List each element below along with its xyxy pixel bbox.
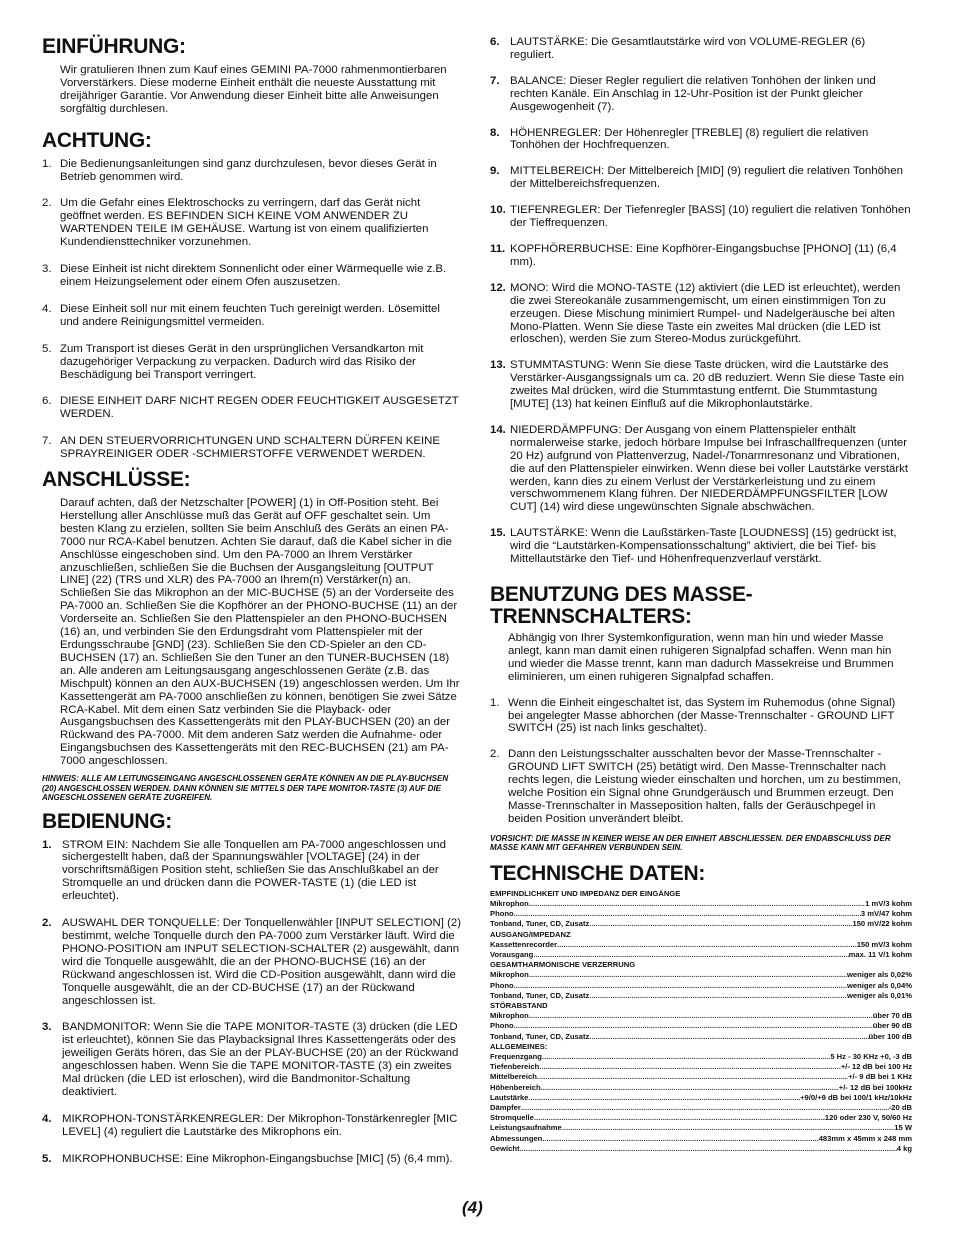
item-text: MITTELBEREICH: Der Mittelbereich [MID] (9) reguliert die relativen Tonhöhen der Mittelbereichsfrequenzen. (510, 165, 903, 191)
item-number: 2. (490, 748, 500, 761)
item-text: DIESE EINHEIT DARF NICHT REGEN ODER FEUCHTIGKEIT AUSGESETZT WERDEN. (60, 395, 459, 421)
spec-value: 15 W (894, 1123, 912, 1133)
item-text: TIEFENREGLER: Der Tiefenregler [BASS] (10) reguliert die relativen Tonhöhen der Tieffrequenzen. (510, 204, 911, 230)
spec-section-heading: EMPFINDLICHKEIT UND IMPEDANZ DER EINGÄNGE (490, 888, 681, 898)
spec-label: Mittelbereich (490, 1072, 537, 1082)
leader-dots (529, 1011, 873, 1021)
item-text: HÖHENREGLER: Der Höhenregler [TREBLE] (8) reguliert die relativen Tonhöhen der Hochfrequenzen. (510, 126, 869, 152)
spec-row (490, 1144, 912, 1154)
leader-dots (589, 1032, 868, 1042)
spec-section-heading: GESAMTHARMONISCHE VERZERRUNG (490, 960, 636, 970)
spec-row (490, 940, 912, 950)
bedienung-heading: BEDIENUNG: (42, 809, 173, 833)
spec-label: Gewicht (490, 1143, 520, 1153)
spec-row (490, 1062, 912, 1072)
item-number: 1. (42, 157, 52, 170)
spec-value: +/- 9 dB bei 1 KHz (848, 1072, 912, 1082)
masse-heading: BENUTZUNG DES MASSE-TRENNSCHALTERS: (490, 583, 753, 628)
list-item (42, 435, 462, 461)
item-number: 6. (490, 36, 500, 48)
spec-label: Leistungsaufnahme (490, 1123, 562, 1133)
item-number: 5. (42, 1152, 52, 1165)
list-item (490, 282, 912, 347)
spec-value: über 100 dB (868, 1031, 912, 1041)
list-item (490, 424, 912, 514)
leader-dots (537, 1072, 848, 1082)
spec-label: Mikrophon (490, 898, 529, 908)
leader-dots (514, 1021, 873, 1031)
item-text: LAUTSTÄRKE: Die Gesamtlautstärke wird von VOLUME-REGLER (6) reguliert. (510, 36, 866, 61)
spec-label: Phono (490, 1021, 514, 1031)
list-item (490, 165, 912, 191)
spec-label: Kassettenrecorder (490, 939, 558, 949)
spec-label: Phono (490, 909, 514, 919)
list-item (42, 343, 462, 382)
spec-row (490, 1072, 912, 1082)
item-text: NIEDERDÄMPFUNG: Der Ausgang von einem Plattenspieler enthält normalerweise starke, jedoch hörbare Impulse bei Infraschallfrequenzen (unter 20 Hz) aufgrund von Plattenverzug, Nadel-/Tonarmresonanz und Vibrationen, die auf den Plattenspieler einwirken. Wenn diese bei voller Lautstärke verstärkt werden, kann dies zu einem Verlust der Verstärkerleistung und zu einem verschwommenem Klang führen. Der NIEDERDÄMPFUNGSFILTER [LOW CUT] (14) wird diese ungewünschten Signale abschwächen. (510, 423, 909, 514)
item-number: 1. (490, 696, 500, 709)
spec-label: Tonband, Tuner, CD, Zusatz (490, 919, 590, 929)
list-item (490, 36, 912, 62)
item-text: Zum Transport ist dieses Gerät in den ursprünglichen Versandkarton mit dazugehöriger Verpackung zu verpacken. Dadurch wird das Risiko der Beschädigung bei Transport verringert. (60, 342, 424, 381)
list-item (490, 243, 912, 269)
vorsicht-note: VORSICHT: DIE MASSE IN KEINER WEISE AN DER EINHEIT ABSCHLIESSEN. DER ENDABSCHLUSS DER MASSE KANN MIT GEFAHREN VERBUNDEN SEIN. (490, 833, 891, 853)
item-number: 3. (42, 263, 52, 276)
anschluesse-text: Darauf achten, daß der Netzschalter [POWER] (1) in Off-Position steht. Bei Herstellung aller Anschlüsse muß das Gerät auf OFF geschaltet sein. Um besten Klang zu erzielen, sollten Sie beim Anschluß des Geräts an einen PA-7000 nur RCA-Kabel benutzen. Achten Sie darauf, daß die Kabel sicher in die Anschlüsse eingeschoben sind. Um den PA-7000 an Ihrem Verstärker anzuschließen, schließen Sie die Buchsen der Ausgangsleitung [OUTPUT LINE] (22) (TRS und XLR) des PA-7000 an Ihrem(n) Verstärker(n) an. Schließen Sie das Mikrophon an der MIC-BUCHSE (5) an der Vorderseite des PA-7000 an. Schließen Sie die Kopfhörer an der PHONO-BUCHSE (11) an der Vorderseite an. Schließen Sie den Plattenspieler an den PHONO-BUCHSEN (16) an, und verbinden Sie den Erdungsdraht vom Plattenspieler mit der Erdungsschraube [GND] (23). Schließen Sie den CD-Spieler an den CD-BUCHSEN (17) an. Schließen Sie den Tuner an den TUNER-BUCHSEN (18) an. Alle anderen am Leitungsausgang angeschlossenen Geräte (z.B. das Mischpult) können an den AUX-BUCHSEN (19) angeschlossen werden. Um Ihr Kassettengerät am PA-7000 anschließen zu können, benötigen Sie zwei Sätze RCA-Kabel. Mit dem einen Satz verbinden Sie die Playback- oder Ausgangsbuchsen des Kassettengeräts mit den PLAY-BUCHSEN (20) an der Rückwand des PA-7000. Mit dem anderen Satz werden die Aufnahme- oder Eingangsbuchsen des Kassettengeräts mit den REC-BUCHSEN (21) am PA-7000 angeschlossen. (60, 497, 460, 768)
spec-value: +/- 12 dB bei 100 Hz (840, 1062, 912, 1072)
item-number: 2. (42, 917, 52, 930)
list-item (42, 917, 462, 1007)
spec-label: Höhenbereich (490, 1082, 541, 1092)
leader-dots (533, 950, 848, 960)
spec-row (490, 970, 912, 980)
spec-row (490, 991, 912, 1001)
item-number: 11. (490, 242, 506, 255)
spec-section-heading: ALLGEMEINES: (490, 1041, 548, 1051)
leader-dots (589, 919, 852, 929)
item-text: STUMMTASTUNG: Wenn Sie diese Taste drücken, wird die Lautstärke des Verstärker-Ausgangssignals um ca. 20 dB reduziert. Wenn Sie diese Taste ein zweites Mal drücken, wird die Stummtastung entfernt. Die Stummtastung [MUTE] (13) hat keinen Einfluß auf die Mikrophonlautstärke. (510, 359, 905, 411)
list-item (42, 395, 462, 421)
spec-label: Lautstärke (490, 1092, 529, 1102)
item-text: Dann den Leistungsschalter ausschalten bevor der Masse-Trennschalter - GROUND LIFT SWITCH (25) betätigt wird. Den Masse-Trennschalter nach rechts legen, die Leistung wieder einschalten und horchen, um zu bestimmen, welche Position ein Signal ohne Grundgeräusch und Brummen erzeugt. Den Masse-Trennschalter in Masseposition halten, falls der Geräuschpegel in beiden Position unverändert bleibt. (508, 748, 902, 825)
operation-list (490, 36, 912, 566)
spec-value: über 90 dB (872, 1021, 912, 1031)
spec-row (490, 899, 912, 909)
item-number: 14. (490, 423, 506, 436)
list-item (42, 1021, 462, 1098)
spec-label: Tiefenbereich (490, 1062, 540, 1072)
spec-value: 1 mV/3 kohm (865, 898, 912, 908)
spec-value: 150 mV/22 kohm (852, 919, 912, 929)
left-column (42, 36, 462, 1166)
item-text: AUSWAHL DER TONQUELLE: Der Tonquellenwähler [INPUT SELECTION] (2) bestimmt, welche Tonquelle durch den PA-7000 zum Verstärker läuft. Wird die PHONO-POSITION am INPUT SELECTION-SCHALTER (2) ausgewählt, dann wird die Tonquelle ausgewählt, die an der PHONO-BUCHSE (16) an der Rückwand angeschlossen ist. Wird die CD-Position ausgewählt, dann wird die Tonquelle ausgewählt, die an der CD-BUCHSE (17) an der Rückwand angeschlossen ist. (62, 917, 462, 1007)
spec-value: 5 Hz - 30 KHz +0, -3 dB (830, 1052, 912, 1062)
leader-dots (562, 1123, 895, 1133)
spec-value: 4 kg (896, 1143, 912, 1153)
spec-row (490, 950, 912, 960)
item-text: BALANCE: Dieser Regler reguliert die relativen Tonhöhen der linken und rechten Kanäle. Ein Anschlag in 12-Uhr-Position ist der Punkt gleicher Ausgewogenheit (7). (510, 74, 876, 113)
spec-label: Tonband, Tuner, CD, Zusatz (490, 1031, 590, 1041)
hinweis-note: HINWEIS: ALLE AM LEITUNGSEINGANG ANGESCHLOSSENEN GERÄTE KÖNNEN AN DIE PLAY-BUCHSEN (20) ANGESCHLOSSEN WERDEN. DANN KÖNNEN SIE MITTELS DER TAPE MONITOR-TASTE (3) AUF DIE ANGESCHLOSSENEN GERÄTE ZUGREIFEN. (42, 774, 449, 803)
spec-row (490, 981, 912, 991)
spec-label: Stromquelle (490, 1113, 534, 1123)
item-text: KOPFHÖRERBUCHSE: Eine Kopfhörer-Eingangsbuchse [PHONO] (11) (6,4 mm). (510, 242, 897, 268)
item-text: STROM EIN: Nachdem Sie alle Tonquellen am PA-7000 angeschlossen und sichergestellt haben, daß der Spannungswähler [VOLTAGE] (24) in der vorschriftsmäßigen Position steht, schließen Sie das Anschlußkabel an der Stromquelle an und drücken dann die POWER-TASTE (1) (die LED ist erleuchtet). (62, 838, 446, 903)
list-item (42, 1113, 462, 1139)
spec-row (490, 909, 912, 919)
item-number: 4. (42, 1112, 52, 1125)
spec-label: Dämpfer (490, 1103, 521, 1113)
spec-row (490, 1021, 912, 1031)
leader-dots (520, 1144, 897, 1154)
item-number: 1. (42, 838, 52, 851)
list-item (42, 1153, 462, 1166)
spec-row (490, 1093, 912, 1103)
spec-value: 483mm x 45mm x 248 mm (818, 1133, 912, 1143)
leader-dots (542, 1134, 818, 1144)
list-item (42, 263, 462, 289)
list-item (42, 839, 462, 904)
item-text: Diese Einheit ist nicht direktem Sonnenlicht oder einer Wärmequelle wie z.B. einem Heizungselement oder einem Ofen auszusetzen. (60, 263, 447, 288)
spec-section-heading: AUSGANG/IMPEDANZ (490, 929, 571, 939)
leader-dots (541, 1083, 839, 1093)
item-number: 4. (42, 302, 52, 315)
spec-row (490, 1083, 912, 1093)
spec-row (490, 1123, 912, 1133)
leader-dots (514, 909, 861, 919)
item-text: MIKROPHON-TONSTÄRKENREGLER: Der Mikrophon-Tonstärkenregler [MIC LEVEL] (4) reguliert die Lautstärke des Mikrophons ein. (62, 1112, 458, 1138)
spec-value: -20 dB (888, 1103, 912, 1113)
leader-dots (539, 1062, 841, 1072)
list-item (42, 197, 462, 249)
achtung-list (42, 158, 462, 461)
einfuehrung-text: Wir gratulieren Ihnen zum Kauf eines GEMINI PA-7000 rahmenmontierbaren Vorverstärkers. Diese moderne Einheit enthält die neueste Ausstattung mit dreijähriger Garantie. Vor Anwendung dieser Einheit bitte alle Anweisungen sorgfältig durchlesen. (60, 64, 447, 115)
item-text: MIKROPHONBUCHSE: Eine Mikrophon-Eingangsbuchse [MIC] (5) (6,4 mm). (62, 1152, 453, 1165)
item-text: Wenn die Einheit eingeschaltet ist, das System im Ruhemodus (ohne Signal) bei angelegter Masse abhorchen (der Masse-Trennschalter - GROUND LIFT SWITCH (25) ist nach links geschaltet). (508, 696, 896, 735)
einfuehrung-heading: EINFÜHRUNG: (42, 35, 186, 58)
list-item (490, 359, 912, 411)
spec-value: 120 oder 230 V, 50/60 Hz (824, 1113, 912, 1123)
spec-row (490, 1052, 912, 1062)
spec-value: über 70 dB (872, 1011, 912, 1021)
item-number: 12. (490, 281, 506, 294)
list-item (490, 527, 912, 566)
item-number: 3. (42, 1021, 52, 1034)
list-item (42, 303, 462, 329)
spec-label: Abmessungen (490, 1133, 543, 1143)
item-text: Die Bedienungsanleitungen sind ganz durchzulesen, bevor dieses Gerät in Betrieb genommen wird. (60, 157, 437, 183)
leader-dots (589, 991, 847, 1001)
item-number: 13. (490, 359, 506, 372)
achtung-heading: ACHTUNG: (42, 128, 152, 152)
spec-table (490, 889, 912, 1154)
item-text: AN DEN STEUERVORRICHTUNGEN UND SCHALTERN DÜRFEN KEINE SPRAYREINIGER ODER -SCHMIERSTOFFE VERWENDET WERDEN. (60, 435, 440, 461)
list-item (490, 127, 912, 153)
spec-row (490, 919, 912, 929)
leader-dots (521, 1103, 889, 1113)
leader-dots (529, 970, 847, 980)
spec-value: weniger als 0,04% (846, 980, 912, 990)
item-number: 2. (42, 197, 52, 210)
spec-row (490, 1113, 912, 1123)
item-text: Um die Gefahr eines Elektroschocks zu verringern, darf das Gerät nicht geöffnet werden. ES BEFINDEN SICH KEINE VOM ANWENDER ZU WARTENDEN TEILE IM GEHÄUSE. Wartung ist von einem qualifizierten Kundendiensttechniker vorzunehmen. (60, 197, 429, 249)
technische-daten-heading: TECHNISCHE DATEN: (490, 861, 706, 885)
leader-dots (534, 1113, 825, 1123)
masse-list (490, 697, 912, 826)
bedienung-list (42, 839, 462, 1166)
masse-text: Abhängig von Ihrer Systemkonfiguration, wenn man hin und wieder Masse anlegt, kann man damit einen ruhigeren Signalpfad schaffen. Wenn man hin und wieder die Masse trennt, kann man dadurch Massekreise und Brummen eliminieren, um einen ruhigeren Signalpfad schaffen. (508, 632, 894, 683)
spec-label: Phono (490, 980, 514, 990)
spec-value: 150 mV/3 kohm (856, 939, 912, 949)
item-number: 8. (490, 126, 500, 139)
list-item (490, 204, 912, 230)
list-item (490, 748, 912, 825)
spec-value: weniger als 0,02% (846, 970, 912, 980)
item-text: LAUTSTÄRKE: Wenn die Laußstärken-Taste [LOUDNESS] (15) gedrückt ist, wird die “Lautstärken-Kompensationsschaltung” aktiviert, die bei Tief- bis Mittellautstärke den Tief- und Höhenfrequenzverlauf verstärkt. (510, 527, 897, 566)
item-number: 6. (42, 395, 52, 408)
spec-row (490, 1103, 912, 1113)
spec-value: 3 mV/47 kohm (860, 909, 912, 919)
item-text: Diese Einheit soll nur mit einem feuchten Tuch gereinigt werden. Lösemittel und andere Reinigungsmittel vermeiden. (60, 302, 440, 328)
list-item (42, 158, 462, 184)
item-number: 7. (490, 74, 500, 87)
spec-row (490, 1032, 912, 1042)
spec-value: weniger als 0,01% (846, 990, 912, 1000)
spec-label: Frequenzgang (490, 1052, 542, 1062)
leader-dots (514, 981, 847, 991)
spec-row (490, 1134, 912, 1144)
spec-value: +/- 12 dB bei 100kHz (838, 1082, 912, 1092)
item-number: 7. (42, 435, 52, 448)
spec-label: Mikrophon (490, 970, 529, 980)
anschluesse-heading: ANSCHLÜSSE: (42, 468, 191, 492)
list-item (490, 697, 912, 736)
list-item (490, 75, 912, 114)
right-column (490, 36, 912, 1154)
item-number: 15. (490, 527, 506, 540)
spec-section-heading: STÖRABSTAND (490, 1001, 548, 1011)
leader-dots (529, 899, 865, 909)
spec-label: Vorausgang (490, 950, 534, 959)
spec-label: Tonband, Tuner, CD, Zusatz (490, 990, 590, 1000)
item-number: 9. (490, 165, 500, 178)
item-number: 10. (490, 204, 506, 217)
page-number: (4) (462, 1198, 483, 1217)
spec-value: max. 11 V/1 kohm (848, 950, 912, 959)
spec-value: +9/0/+9 dB bei 100/1 kHz/10kHz (800, 1092, 912, 1102)
leader-dots (528, 1093, 800, 1103)
leader-dots (557, 940, 857, 950)
item-text: BANDMONITOR: Wenn Sie die TAPE MONITOR-TASTE (3) drücken (die LED ist erleuchtet), können Sie das Playbacksignal Ihres Kassettengeräts oder des jeweiligen Geräts hören, das Sie an der PLAY-BUCHSE (20) an der Rückwand angeschlossen haben. Wenn Sie die TAPE MONITOR-TASTE (3) ein zweites Mal drücken (die LED ist erloschen), wird die Bandmonitor-Schaltung deaktiviert. (62, 1021, 459, 1098)
spec-row (490, 1011, 912, 1021)
item-text: MONO: Wird die MONO-TASTE (12) aktiviert (die LED ist erleuchtet), werden die zwei Stereokanäle zusammengemischt, um einen einstimmigen Ton zu erzeugen. Diese Mischung minimiert Rumpel- und Nadelgeräusche bei alten Mono-Platten. Wenn Sie diese Taste ein zweites Mal drücken (die LED ist erloschen), werden Sie zum Stereo-Modus zurückgeführt. (510, 281, 901, 346)
leader-dots (542, 1052, 830, 1062)
item-number: 5. (42, 342, 52, 355)
spec-label: Mikrophon (490, 1011, 529, 1021)
